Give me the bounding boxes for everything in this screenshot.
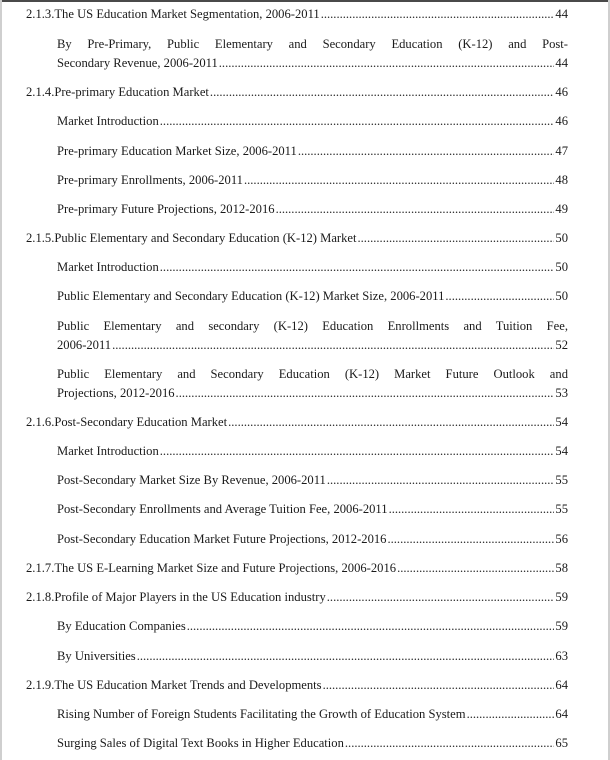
dot-leader: [387, 530, 554, 549]
toc-entry-title: The US E-Learning Market Size and Future Projections, 2006-2016: [54, 561, 397, 575]
page-number: 59: [555, 619, 568, 633]
page-number: 48: [555, 173, 568, 187]
toc-subentry[interactable]: [57, 200, 568, 219]
toc-entry-title: The US Education Market Segmentation, 2006-2011: [54, 7, 320, 21]
dot-leader: [210, 83, 554, 102]
page-number: 55: [555, 502, 568, 516]
toc-subentry[interactable]: [57, 384, 568, 403]
page-number: 50: [555, 260, 568, 274]
page-number: 65: [555, 736, 568, 750]
toc-entry-title: Secondary Revenue, 2006-2011: [57, 56, 218, 70]
toc-entry-title: Profile of Major Players in the US Education industry: [54, 590, 326, 604]
toc-subentry[interactable]: [57, 500, 568, 519]
toc-entry-title: Pre-primary Future Projections, 2012-2016: [57, 202, 275, 216]
section-number: 2.1.4.: [26, 85, 55, 99]
toc-entry-title: Post-Secondary Education Market Future Projections, 2012-2016: [57, 532, 387, 546]
dot-leader: [327, 471, 555, 490]
page-number: 54: [555, 444, 568, 458]
toc-entry-wrap-line[interactable]: By Pre-Primary, Public Elementary and Secondary Education (K-12) and Post-: [57, 37, 568, 51]
toc-section-2-1-7[interactable]: [26, 559, 568, 578]
section-number: 2.1.5.: [26, 231, 55, 245]
page-number: 53: [555, 386, 568, 400]
toc-entry-title: The US Education Market Trends and Developments: [54, 678, 322, 692]
toc-entry-title: Pre-primary Enrollments, 2006-2011: [57, 173, 243, 187]
toc-subentry[interactable]: [57, 617, 568, 636]
page-number: 46: [555, 114, 568, 128]
page-number: 44: [555, 7, 568, 21]
page-number: 52: [555, 338, 568, 352]
dot-leader: [298, 142, 555, 161]
page-number: 47: [555, 144, 568, 158]
toc-subentry[interactable]: [57, 442, 568, 461]
dot-leader: [219, 54, 555, 73]
page-number: 55: [555, 473, 568, 487]
dot-leader: [228, 413, 554, 432]
page-top-border: [0, 0, 610, 2]
dot-leader: [467, 705, 555, 724]
dot-leader: [276, 200, 555, 219]
dot-leader: [389, 500, 555, 519]
toc-subentry[interactable]: [57, 112, 568, 131]
toc-entry-title: Public Elementary and Secondary Education (K-12) Market Size, 2006-2011: [57, 289, 445, 303]
dot-leader: [160, 258, 555, 277]
dot-leader: [160, 442, 555, 461]
dot-leader: [244, 171, 554, 190]
toc-subentry-by-segment[interactable]: [57, 54, 568, 73]
dot-leader: [345, 734, 555, 753]
page-number: 54: [555, 415, 568, 429]
page-number: 63: [555, 649, 568, 663]
toc-subentry[interactable]: [57, 336, 568, 355]
toc-section-2-1-5[interactable]: [26, 229, 568, 248]
page-number: 56: [555, 532, 568, 546]
dot-leader: [112, 336, 554, 355]
page-number: 59: [555, 590, 568, 604]
toc-section-2-1-6[interactable]: [26, 413, 568, 432]
toc-entry-title: By Education Companies: [57, 619, 186, 633]
section-number: 2.1.8.: [26, 590, 55, 604]
toc-entry-wrap-line[interactable]: Public Elementary and secondary (K-12) Education Enrollments and Tuition Fee,: [57, 319, 568, 333]
dot-leader: [137, 647, 555, 666]
dot-leader: [358, 229, 555, 248]
toc-entry-title: Public Elementary and Secondary Education (K-12) Market: [54, 231, 357, 245]
section-number: 2.1.6.: [26, 415, 55, 429]
page-number: 64: [555, 707, 568, 721]
toc-entry-title: Market Introduction: [57, 260, 159, 274]
dot-leader: [323, 676, 555, 695]
page-number: 64: [555, 678, 568, 692]
toc-entry-title: Pre-primary Education Market: [54, 85, 209, 99]
toc-section-2-1-3[interactable]: [26, 5, 568, 24]
toc-entry-title: Pre-primary Education Market Size, 2006-2011: [57, 144, 297, 158]
dot-leader: [327, 588, 555, 607]
dot-leader: [445, 287, 554, 306]
toc-entry-title: Projections, 2012-2016: [57, 386, 175, 400]
toc-entry-title: By Universities: [57, 649, 136, 663]
dot-leader: [397, 559, 554, 578]
toc-entry-title: Market Introduction: [57, 444, 159, 458]
dot-leader: [160, 112, 555, 131]
section-number: 2.1.3.: [26, 7, 55, 21]
dot-leader: [321, 5, 555, 24]
toc-entry-title: Rising Number of Foreign Students Facilitating the Growth of Education System: [57, 707, 466, 721]
toc-entry-title: 2006-2011: [57, 338, 112, 352]
toc-section-2-1-4[interactable]: [26, 83, 568, 102]
toc-subentry[interactable]: [57, 734, 568, 753]
page-number: 50: [555, 289, 568, 303]
toc-entry-wrap-line[interactable]: Public Elementary and Secondary Education (K-12) Market Future Outlook and: [57, 367, 568, 381]
toc-subentry[interactable]: [57, 530, 568, 549]
page-number: 49: [555, 202, 568, 216]
page-number: 58: [555, 561, 568, 575]
toc-section-2-1-9[interactable]: [26, 676, 568, 695]
toc-subentry[interactable]: [57, 287, 568, 306]
toc-entry-title: Post-Secondary Enrollments and Average Tuition Fee, 2006-2011: [57, 502, 388, 516]
section-number: 2.1.9.: [26, 678, 55, 692]
toc-subentry[interactable]: [57, 142, 568, 161]
toc-entry-title: Surging Sales of Digital Text Books in Higher Education: [57, 736, 344, 750]
toc-entry-title: Post-Secondary Market Size By Revenue, 2006-2011: [57, 473, 326, 487]
toc-subentry[interactable]: [57, 258, 568, 277]
toc-subentry[interactable]: [57, 171, 568, 190]
page-number: 50: [555, 231, 568, 245]
toc-subentry[interactable]: [57, 647, 568, 666]
toc-entry-title: Post-Secondary Education Market: [54, 415, 228, 429]
toc-subentry[interactable]: [57, 705, 568, 724]
toc-section-2-1-8[interactable]: [26, 588, 568, 607]
page-number: 44: [555, 56, 568, 70]
section-number: 2.1.7.: [26, 561, 55, 575]
page-left-border: [0, 0, 2, 760]
dot-leader: [187, 617, 555, 636]
page-number: 46: [555, 85, 568, 99]
dot-leader: [176, 384, 555, 403]
toc-subentry[interactable]: [57, 471, 568, 490]
toc-entry-title: Market Introduction: [57, 114, 159, 128]
